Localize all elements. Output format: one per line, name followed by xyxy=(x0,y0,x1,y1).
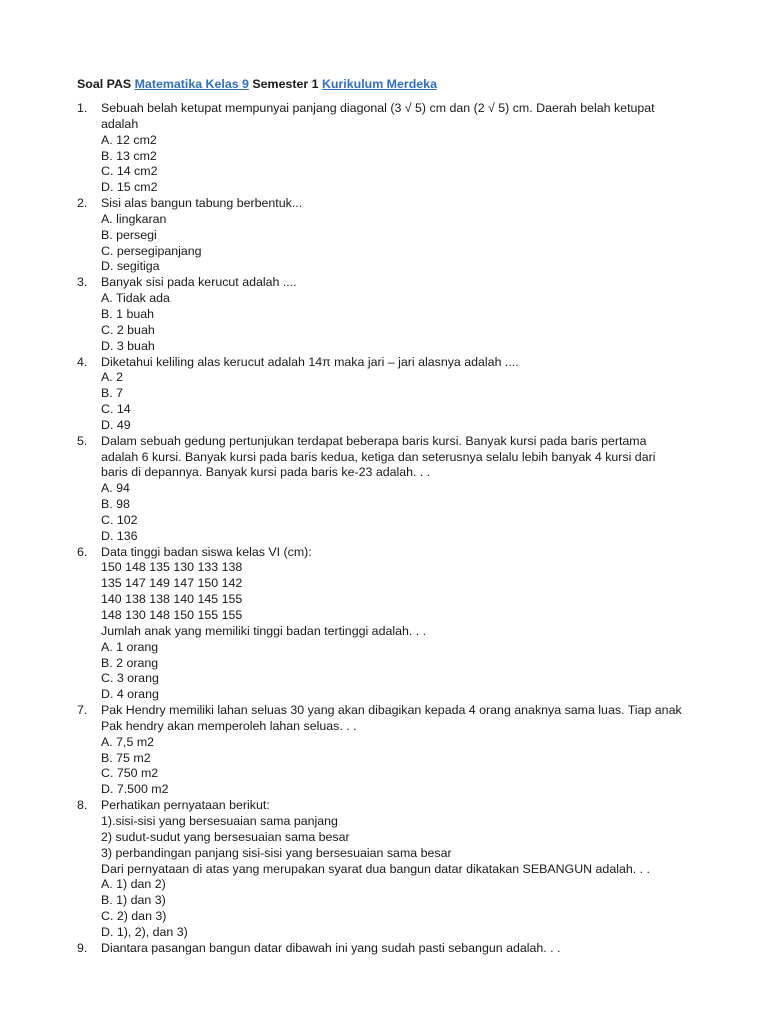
question-item xyxy=(77,941,728,957)
question-line: Dari pernyataan di atas yang merupakan syarat dua bangun datar dikatakan SEBANGUN adalah. . . xyxy=(101,861,650,876)
title-middle: Semester 1 xyxy=(248,77,322,91)
question-item xyxy=(77,101,728,196)
question-line: D. 3 buah xyxy=(101,338,155,353)
question-line: A. lingkaran xyxy=(101,211,167,226)
question-item xyxy=(77,703,728,798)
question-line: 3) perbandingan panjang sisi-sisi yang bersesuaian sama besar xyxy=(101,845,452,860)
question-line: B. 98 xyxy=(101,497,130,512)
document-title xyxy=(77,76,728,92)
question-number: 2. xyxy=(77,196,88,211)
question-line: 140 138 138 140 145 155 xyxy=(101,592,243,607)
question-text: Sebuah belah ketupat mempunyai panjang diagonal (3 √ 5) cm dan (2 √ 5) cm. Daerah belah ketupat xyxy=(101,101,655,115)
link-matematika-kelas-9[interactable]: Matematika Kelas 9 xyxy=(134,77,249,91)
question-line: A. 1) dan 2) xyxy=(101,877,166,892)
question-line: baris di depannya. Banyak kursi pada baris ke-23 adalah. . . xyxy=(101,465,431,480)
question-line: D. 7.500 m2 xyxy=(101,782,169,797)
question-number: 3. xyxy=(77,275,88,290)
question-number: 8. xyxy=(77,798,88,813)
question-line: B. 13 cm2 xyxy=(101,148,157,163)
question-line: B. 2 orang xyxy=(101,655,159,670)
question-line: B. 1) dan 3) xyxy=(101,893,166,908)
question-line: D. 1), 2), dan 3) xyxy=(101,924,188,939)
question-line: D. 136 xyxy=(101,528,138,543)
question-text: Banyak sisi pada kerucut adalah .... xyxy=(101,275,297,290)
question-text: Diketahui keliling alas kerucut adalah 14π maka jari – jari alasnya adalah .... xyxy=(101,354,519,369)
question-line: Jumlah anak yang memiliki tinggi badan tertinggi adalah. . . xyxy=(101,623,427,638)
question-line: C. 3 orang xyxy=(101,671,159,686)
question-line: 148 130 148 150 155 155 xyxy=(101,608,243,622)
question-line: B. 1 buah xyxy=(101,306,155,321)
question-line: D. 49 xyxy=(101,417,131,432)
question-item xyxy=(77,355,728,434)
question-line: 1).sisi-sisi yang bersesuaian sama panjang xyxy=(101,813,338,828)
question-item xyxy=(77,275,728,354)
question-line: B. persegi xyxy=(101,227,157,242)
question-line: Pak hendry akan memperoleh lahan seluas. . . xyxy=(101,718,357,733)
question-line: A. 2 xyxy=(101,370,124,385)
question-item xyxy=(77,434,728,545)
question-text: Perhatikan pernyataan berikut: xyxy=(101,798,270,813)
question-line: B. 7 xyxy=(101,386,124,401)
question-line: A. 12 cm2 xyxy=(101,132,157,147)
question-line: C. 14 cm2 xyxy=(101,164,158,179)
title-prefix: Soal PAS xyxy=(77,77,135,91)
question-line: C. 2 buah xyxy=(101,322,155,337)
question-list xyxy=(77,101,728,957)
question-line: D. 15 cm2 xyxy=(101,180,158,195)
question-text: Sisi alas bangun tabung berbentuk... xyxy=(101,196,303,211)
question-line: A. 94 xyxy=(101,481,130,496)
question-line: A. 7,5 m2 xyxy=(101,734,155,749)
question-line: D. segitiga xyxy=(101,259,160,274)
question-item xyxy=(77,196,728,275)
question-line: C. 14 xyxy=(101,402,131,417)
question-line: 150 148 135 130 133 138 xyxy=(101,560,243,575)
question-text: Dalam sebuah gedung pertunjukan terdapat beberapa baris kursi. Banyak kursi pada baris pertama xyxy=(101,433,647,448)
question-line: adalah 6 kursi. Banyak kursi pada baris kedua, ketiga dan seterusnya selalu lebih banyak 4 kursi dari xyxy=(101,449,656,464)
question-line: adalah xyxy=(101,116,139,131)
question-line: 2) sudut-sudut yang bersesuaian sama besar xyxy=(101,829,350,844)
question-line: C. persegipanjang xyxy=(101,243,202,258)
question-text: Diantara pasangan bangun datar dibawah ini yang sudah pasti sebangun adalah. . . xyxy=(101,940,561,955)
question-line: 135 147 149 147 150 142 xyxy=(101,576,243,591)
question-number: 4. xyxy=(77,354,88,369)
question-text: Pak Hendry memiliki lahan seluas 30 yang akan dibagikan kepada 4 orang anaknya sama luas. Tiap anak xyxy=(101,703,682,718)
question-item xyxy=(77,545,728,703)
question-line: A. 1 orang xyxy=(101,639,159,654)
question-number: 9. xyxy=(77,940,88,955)
question-line: A. Tidak ada xyxy=(101,291,170,306)
question-number: 5. xyxy=(77,433,88,448)
question-line: B. 75 m2 xyxy=(101,750,151,765)
link-kurikulum-merdeka[interactable]: Kurikulum Merdeka xyxy=(321,77,437,91)
question-item xyxy=(77,798,728,941)
question-number: 6. xyxy=(77,544,88,559)
question-number: 1. xyxy=(77,101,88,115)
question-line: C. 102 xyxy=(101,512,138,527)
question-line: D. 4 orang xyxy=(101,687,159,702)
question-line: C. 2) dan 3) xyxy=(101,909,167,924)
question-text: Data tinggi badan siswa kelas VI (cm): xyxy=(101,544,312,559)
question-number: 7. xyxy=(77,703,88,718)
question-line: C. 750 m2 xyxy=(101,766,159,781)
